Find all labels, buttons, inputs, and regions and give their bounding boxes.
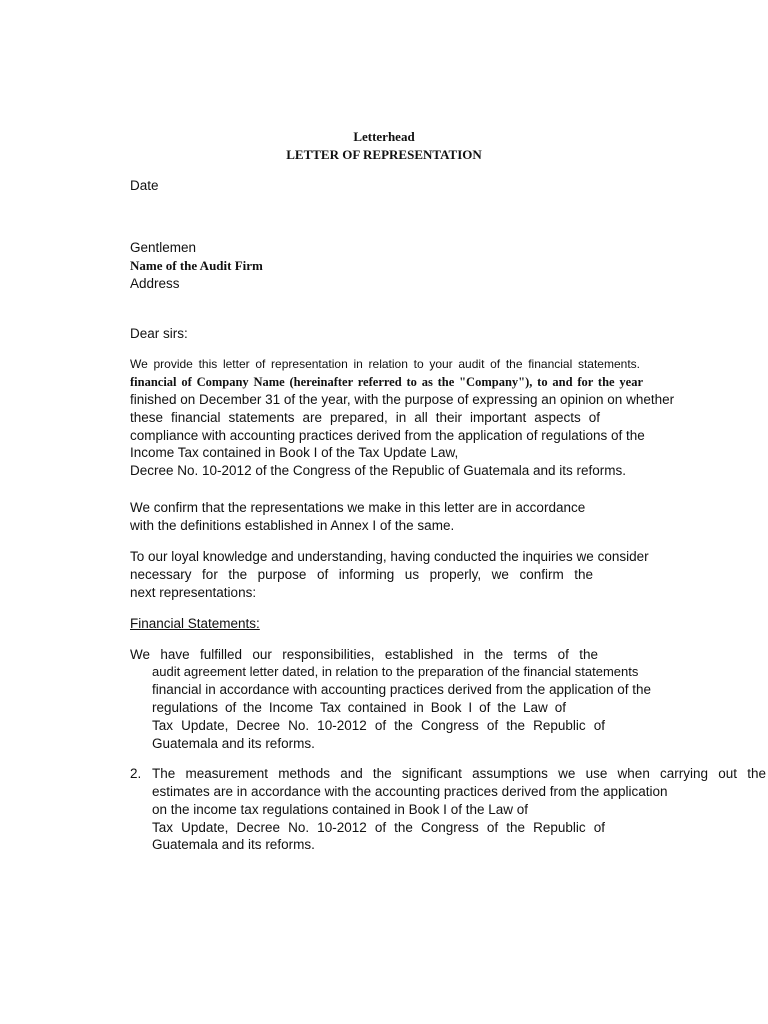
item1-line: Tax Update, Decree No. 10-2012 of the Congress of the Republic of [152,718,605,733]
para1-line: Income Tax contained in Book I of the Tax Update Law, [130,445,459,460]
item1-line: financial in accordance with accounting practices derived from the application of the [152,682,652,697]
audit-firm-name: Name of the Audit Firm [130,258,263,273]
para3-line: To our loyal knowledge and understanding, having conducted the inquiries we consider [130,549,649,564]
para2-line: We confirm that the representations we make in this letter are in accordance [130,500,586,515]
recipient-address: Address [130,276,180,291]
item2-line: The measurement methods and the significant assumptions we use when carrying out the [152,766,766,781]
item1-line: We have fulfilled our responsibilities, established in the terms of the [130,647,598,662]
section-heading-financial-statements: Financial Statements: [130,616,260,631]
letter-title: LETTER OF REPRESENTATION [286,147,482,162]
item2-line: estimates are in accordance with the accounting practices derived from the application [152,784,668,799]
para1-line: these financial statements are prepared, in all their important aspects of [130,410,600,425]
item2-number: 2. [130,766,142,781]
item1-line: Guatemala and its reforms. [152,736,315,751]
item2-line: on the income tax regulations contained in Book I of the Law of [152,802,528,817]
para1-line: compliance with accounting practices derived from the application of regulations of the [130,428,645,443]
recipient-salutation: Gentlemen [130,240,197,255]
para3-line: next representations: [130,585,257,600]
para1-line: financial of Company Name (hereinafter referred to as the "Company"), to and for the year [130,375,643,389]
date-label: Date [130,178,159,193]
item2-line: Tax Update, Decree No. 10-2012 of the Congress of the Republic of [152,820,605,835]
letterhead: Letterhead [353,129,415,144]
para2-line: with the definitions established in Annex I of the same. [130,518,455,533]
para1-line: Decree No. 10-2012 of the Congress of the Republic of Guatemala and its reforms. [130,463,627,478]
para3-line: necessary for the purpose of informing us properly, we confirm the [130,567,593,582]
item2-line: Guatemala and its reforms. [152,837,315,852]
para1-line: finished on December 31 of the year, with the purpose of expressing an opinion on whether [130,392,675,407]
item1-line: regulations of the Income Tax contained in Book I of the Law of [152,700,566,715]
item1-line: audit agreement letter dated, in relation to the preparation of the financial statements [152,664,639,679]
para1-line: We provide this letter of representation in relation to your audit of the financial statements. [130,357,640,371]
greeting: Dear sirs: [130,326,188,341]
